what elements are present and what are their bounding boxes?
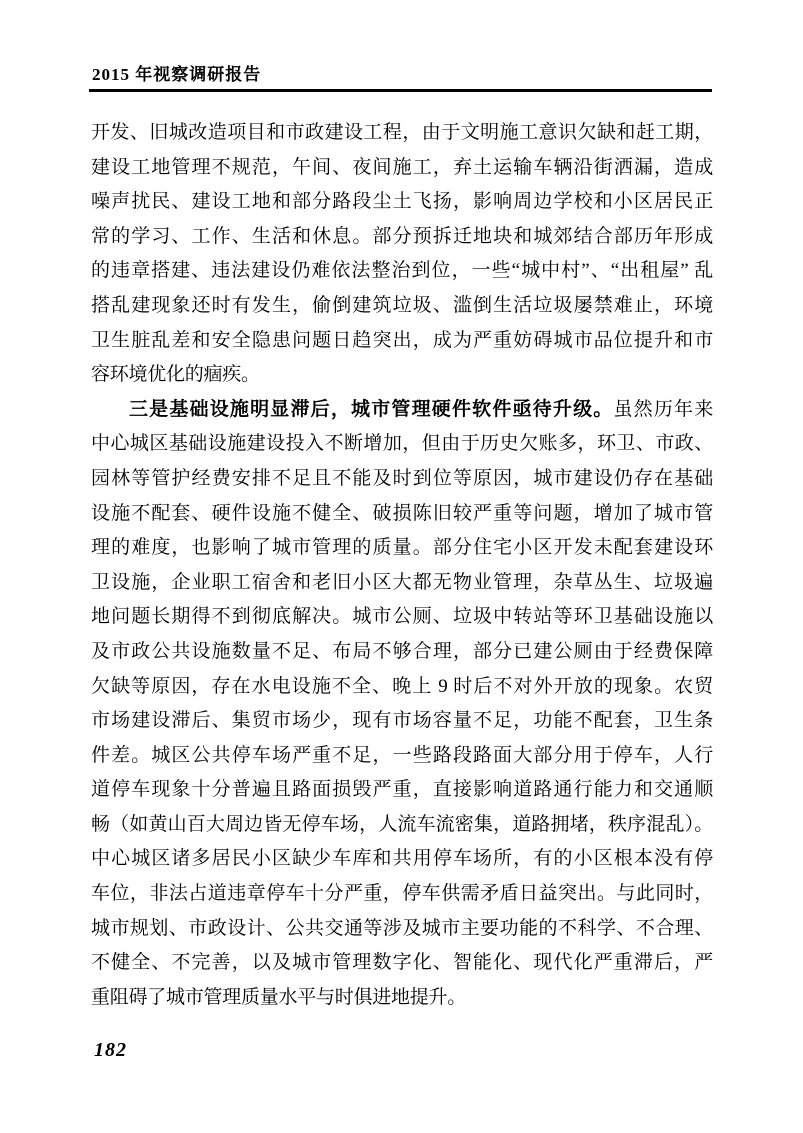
text-line bbox=[91, 808, 713, 843]
text-line bbox=[91, 393, 713, 428]
text-segment: 卫生脏乱差和安全隐患问题日趋突出，成为严重妨碍城市品位提升和市 bbox=[91, 329, 713, 351]
text-line bbox=[91, 427, 713, 462]
text-segment: 搭乱建现象还时有发生，偷倒建筑垃圾、滥倒生活垃圾屡禁难止，环境 bbox=[91, 294, 713, 316]
text-segment: 园林等管护经费安排不足且不能及时到位等原因，城市建设仍存在基础 bbox=[91, 467, 713, 489]
text-segment: 建设工地管理不规范，午间、夜间施工，弃土运输车辆沿街洒漏，造成 bbox=[91, 156, 713, 178]
text-segment: 件差。城区公共停车场严重不足，一些路段路面大部分用于停车，人行 bbox=[91, 744, 713, 766]
paragraph bbox=[91, 116, 713, 393]
text-segment: 欠缺等原因，存在水电设施不全、晚上 9 时后不对外开放的现象。农贸 bbox=[91, 675, 713, 697]
text-line bbox=[91, 566, 713, 601]
text-segment: 城市规划、市政设计、公共交通等涉及城市主要功能的不科学、不合理、 bbox=[91, 917, 713, 939]
text-line bbox=[91, 704, 713, 739]
text-line bbox=[91, 220, 713, 255]
text-line bbox=[91, 462, 713, 497]
text-segment: 中心城区基础设施建设投入不断增加，但由于历史欠账多，环卫、市政、 bbox=[91, 433, 713, 455]
text-line bbox=[91, 497, 713, 532]
text-line bbox=[91, 773, 713, 808]
text-segment: 地问题长期得不到彻底解决。城市公厕、垃圾中转站等环卫基础设施以 bbox=[91, 606, 713, 628]
text-line bbox=[91, 151, 713, 186]
text-segment: 噪声扰民、建设工地和部分路段尘土飞扬，影响周边学校和小区居民正 bbox=[91, 191, 713, 213]
text-segment: 开发、旧城改造项目和市政建设工程，由于文明施工意识欠缺和赶工期， bbox=[91, 122, 713, 143]
text-segment: 的违章搭建、违法建设仍难依法整治到位，一些“城中村”、“出租屋” 乱 bbox=[91, 260, 713, 282]
text-segment: 设施不配套、硬件设施不健全、破损陈旧较严重等问题，增加了城市管 bbox=[91, 502, 713, 524]
text-segment: 不健全、不完善，以及城市管理数字化、智能化、现代化严重滞后，严 bbox=[91, 952, 713, 974]
text-segment: 市场建设滞后、集贸市场少，现有市场容量不足，功能不配套，卫生条 bbox=[91, 710, 713, 732]
text-segment: 常的学习、工作、生活和休息。部分预拆迁地块和城郊结合部历年形成 bbox=[91, 225, 713, 247]
text-line bbox=[91, 254, 713, 289]
text-segment: 容环境优化的痼疾。 bbox=[91, 364, 260, 386]
paragraph bbox=[91, 393, 713, 1016]
text-line bbox=[91, 739, 713, 774]
text-line bbox=[91, 842, 713, 877]
text-line bbox=[91, 289, 713, 324]
text-line bbox=[91, 670, 713, 705]
text-segment: 重阻碍了城市管理质量水平与时俱进地提升。 bbox=[91, 986, 467, 1008]
text-segment: 及市政公共设施数量不足、布局不够合理，部分已建公厕由于经费保障 bbox=[91, 640, 713, 662]
text-line bbox=[91, 324, 713, 359]
text-line bbox=[91, 600, 713, 635]
text-line bbox=[91, 912, 713, 947]
text-segment: 车位，非法占道违章停车十分严重，停车供需矛盾日益突出。与此同时， bbox=[91, 883, 713, 905]
bold-text-segment: 三是基础设施明显滞后，城市管理硬件软件亟待升级。 bbox=[129, 398, 614, 420]
text-segment: 道停车现象十分普遍且路面损毁严重，直接影响道路通行能力和交通顺 bbox=[91, 779, 713, 801]
text-segment: 理的难度，也影响了城市管理的质量。部分住宅小区开发未配套建设环 bbox=[91, 537, 713, 559]
text-line bbox=[91, 877, 713, 912]
text-line bbox=[91, 116, 713, 151]
header-rule bbox=[89, 89, 712, 92]
text-line bbox=[91, 981, 713, 1016]
text-line bbox=[91, 531, 713, 566]
text-segment: 卫设施，企业职工宿舍和老旧小区大都无物业管理，杂草丛生、垃圾遍 bbox=[91, 571, 713, 593]
text-segment: 畅（如黄山百大周边皆无停车场，人流车流密集，道路拥堵，秩序混乱）。 bbox=[91, 813, 713, 835]
text-line bbox=[91, 358, 713, 393]
text-segment: 中心城区诸多居民小区缺少车库和共用停车场所，有的小区根本没有停 bbox=[91, 848, 713, 870]
text-line bbox=[91, 635, 713, 670]
text-line bbox=[91, 946, 713, 981]
page-header-title: 2015 年视察调研报告 bbox=[92, 65, 262, 84]
text-segment: 虽然历年来 bbox=[613, 398, 713, 420]
body-text bbox=[91, 116, 713, 1015]
page-number: 182 bbox=[94, 1039, 127, 1061]
text-line bbox=[91, 185, 713, 220]
